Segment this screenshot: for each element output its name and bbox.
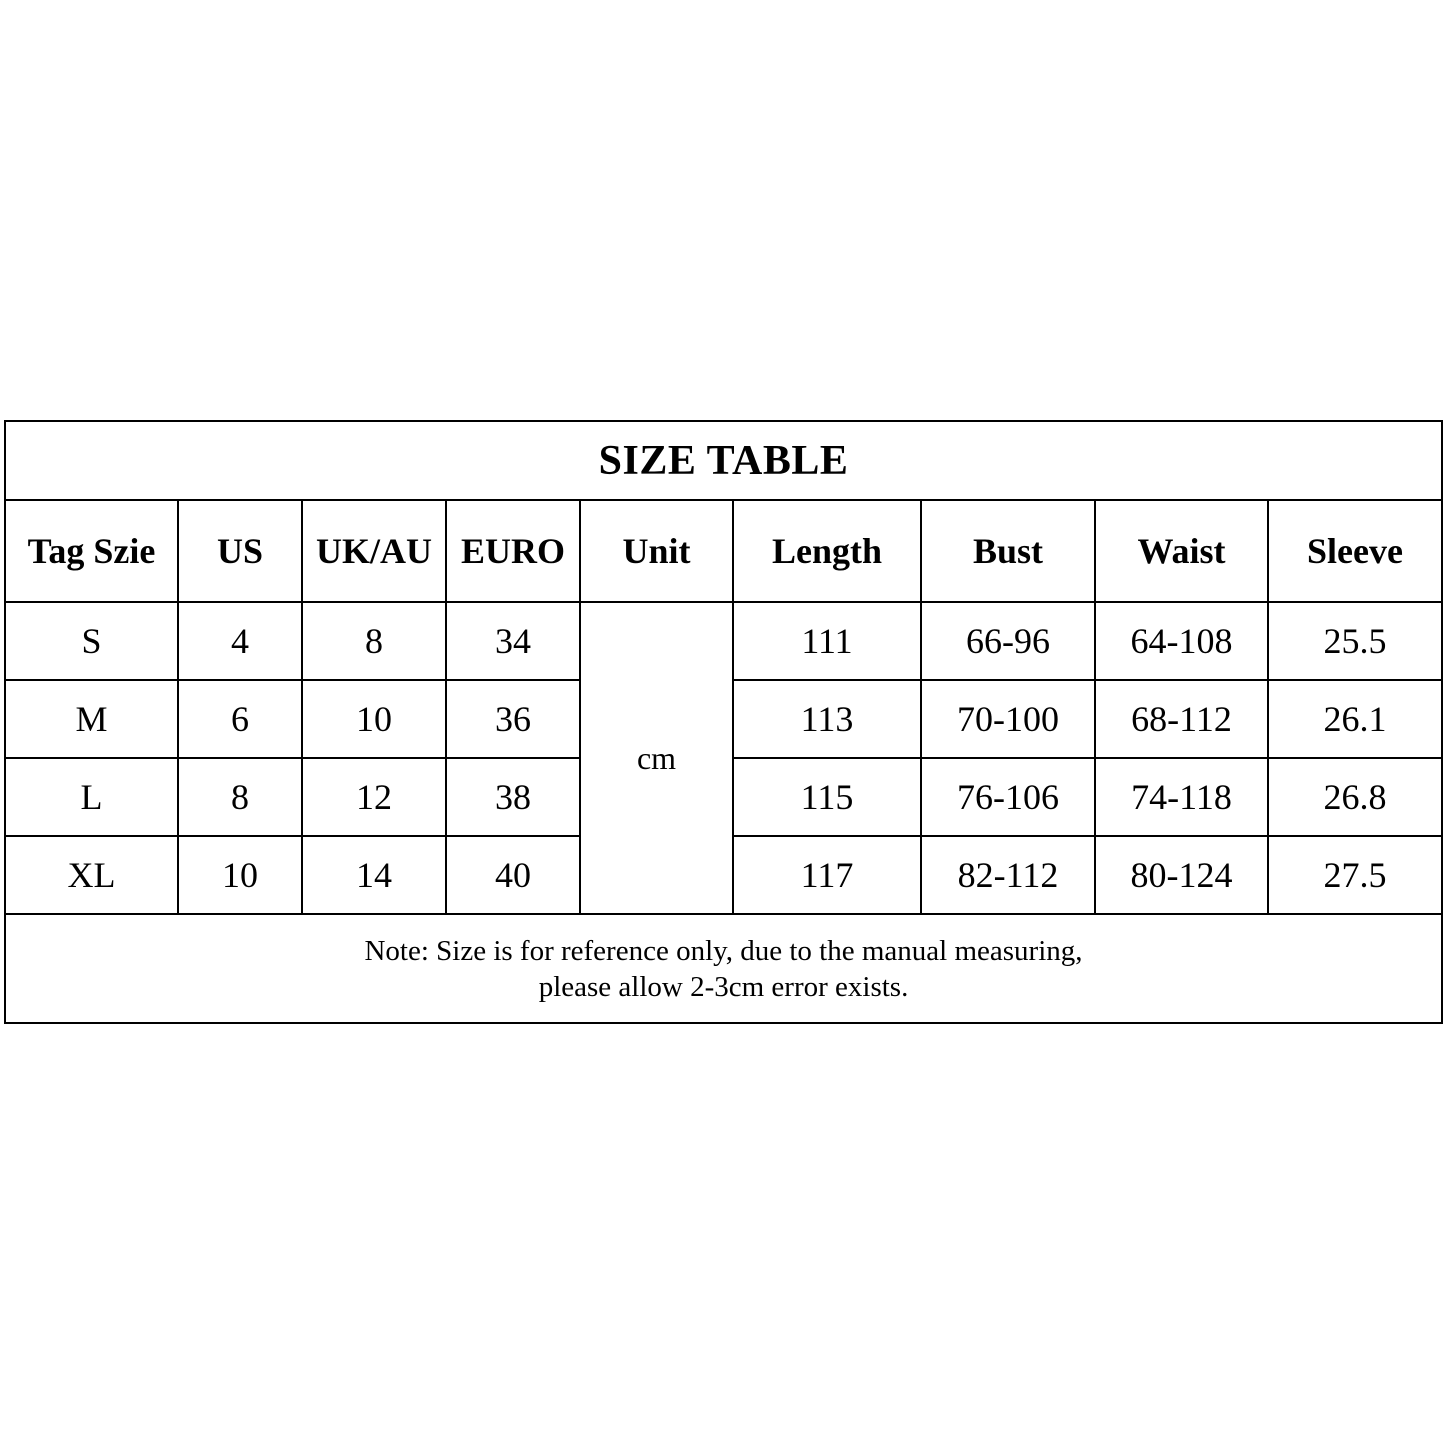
cell-us: 6 xyxy=(178,680,302,758)
cell-tag-size: L xyxy=(5,758,178,836)
cell-bust: 66-96 xyxy=(921,602,1095,680)
header-euro: EURO xyxy=(446,500,580,602)
header-unit: Unit xyxy=(580,500,733,602)
note-cell xyxy=(5,914,1442,1023)
cell-length: 113 xyxy=(733,680,921,758)
cell-uk-au: 14 xyxy=(302,836,446,914)
cell-uk-au: 8 xyxy=(302,602,446,680)
title-row xyxy=(5,421,1442,500)
cell-us: 4 xyxy=(178,602,302,680)
note-row xyxy=(5,914,1442,1023)
cell-length: 111 xyxy=(733,602,921,680)
cell-uk-au: 10 xyxy=(302,680,446,758)
cell-us: 10 xyxy=(178,836,302,914)
cell-length: 115 xyxy=(733,758,921,836)
header-length: Length xyxy=(733,500,921,602)
header-row xyxy=(5,500,1442,602)
header-bust: Bust xyxy=(921,500,1095,602)
cell-waist: 80-124 xyxy=(1095,836,1268,914)
size-table xyxy=(4,420,1443,1024)
note-line-2: please allow 2-3cm error exists. xyxy=(538,970,909,1003)
cell-euro: 34 xyxy=(446,602,580,680)
header-uk-au: UK/AU xyxy=(302,500,446,602)
cell-us: 8 xyxy=(178,758,302,836)
cell-tag-size: M xyxy=(5,680,178,758)
table-title: SIZE TABLE xyxy=(5,421,1442,500)
cell-sleeve: 26.1 xyxy=(1268,680,1442,758)
cell-euro: 40 xyxy=(446,836,580,914)
table-row xyxy=(5,602,1442,680)
cell-bust: 76-106 xyxy=(921,758,1095,836)
cell-uk-au: 12 xyxy=(302,758,446,836)
cell-sleeve: 25.5 xyxy=(1268,602,1442,680)
cell-euro: 38 xyxy=(446,758,580,836)
cell-bust: 82-112 xyxy=(921,836,1095,914)
cell-waist: 74-118 xyxy=(1095,758,1268,836)
cell-unit: cm xyxy=(580,602,733,914)
cell-tag-size: XL xyxy=(5,836,178,914)
cell-tag-size: S xyxy=(5,602,178,680)
cell-bust: 70-100 xyxy=(921,680,1095,758)
note-line-1: Note: Size is for reference only, due to the manual measuring, xyxy=(364,934,1083,967)
cell-waist: 64-108 xyxy=(1095,602,1268,680)
cell-length: 117 xyxy=(733,836,921,914)
cell-sleeve: 26.8 xyxy=(1268,758,1442,836)
header-waist: Waist xyxy=(1095,500,1268,602)
cell-waist: 68-112 xyxy=(1095,680,1268,758)
header-us: US xyxy=(178,500,302,602)
cell-euro: 36 xyxy=(446,680,580,758)
cell-sleeve: 27.5 xyxy=(1268,836,1442,914)
header-sleeve: Sleeve xyxy=(1268,500,1442,602)
header-tag-size: Tag Szie xyxy=(5,500,178,602)
